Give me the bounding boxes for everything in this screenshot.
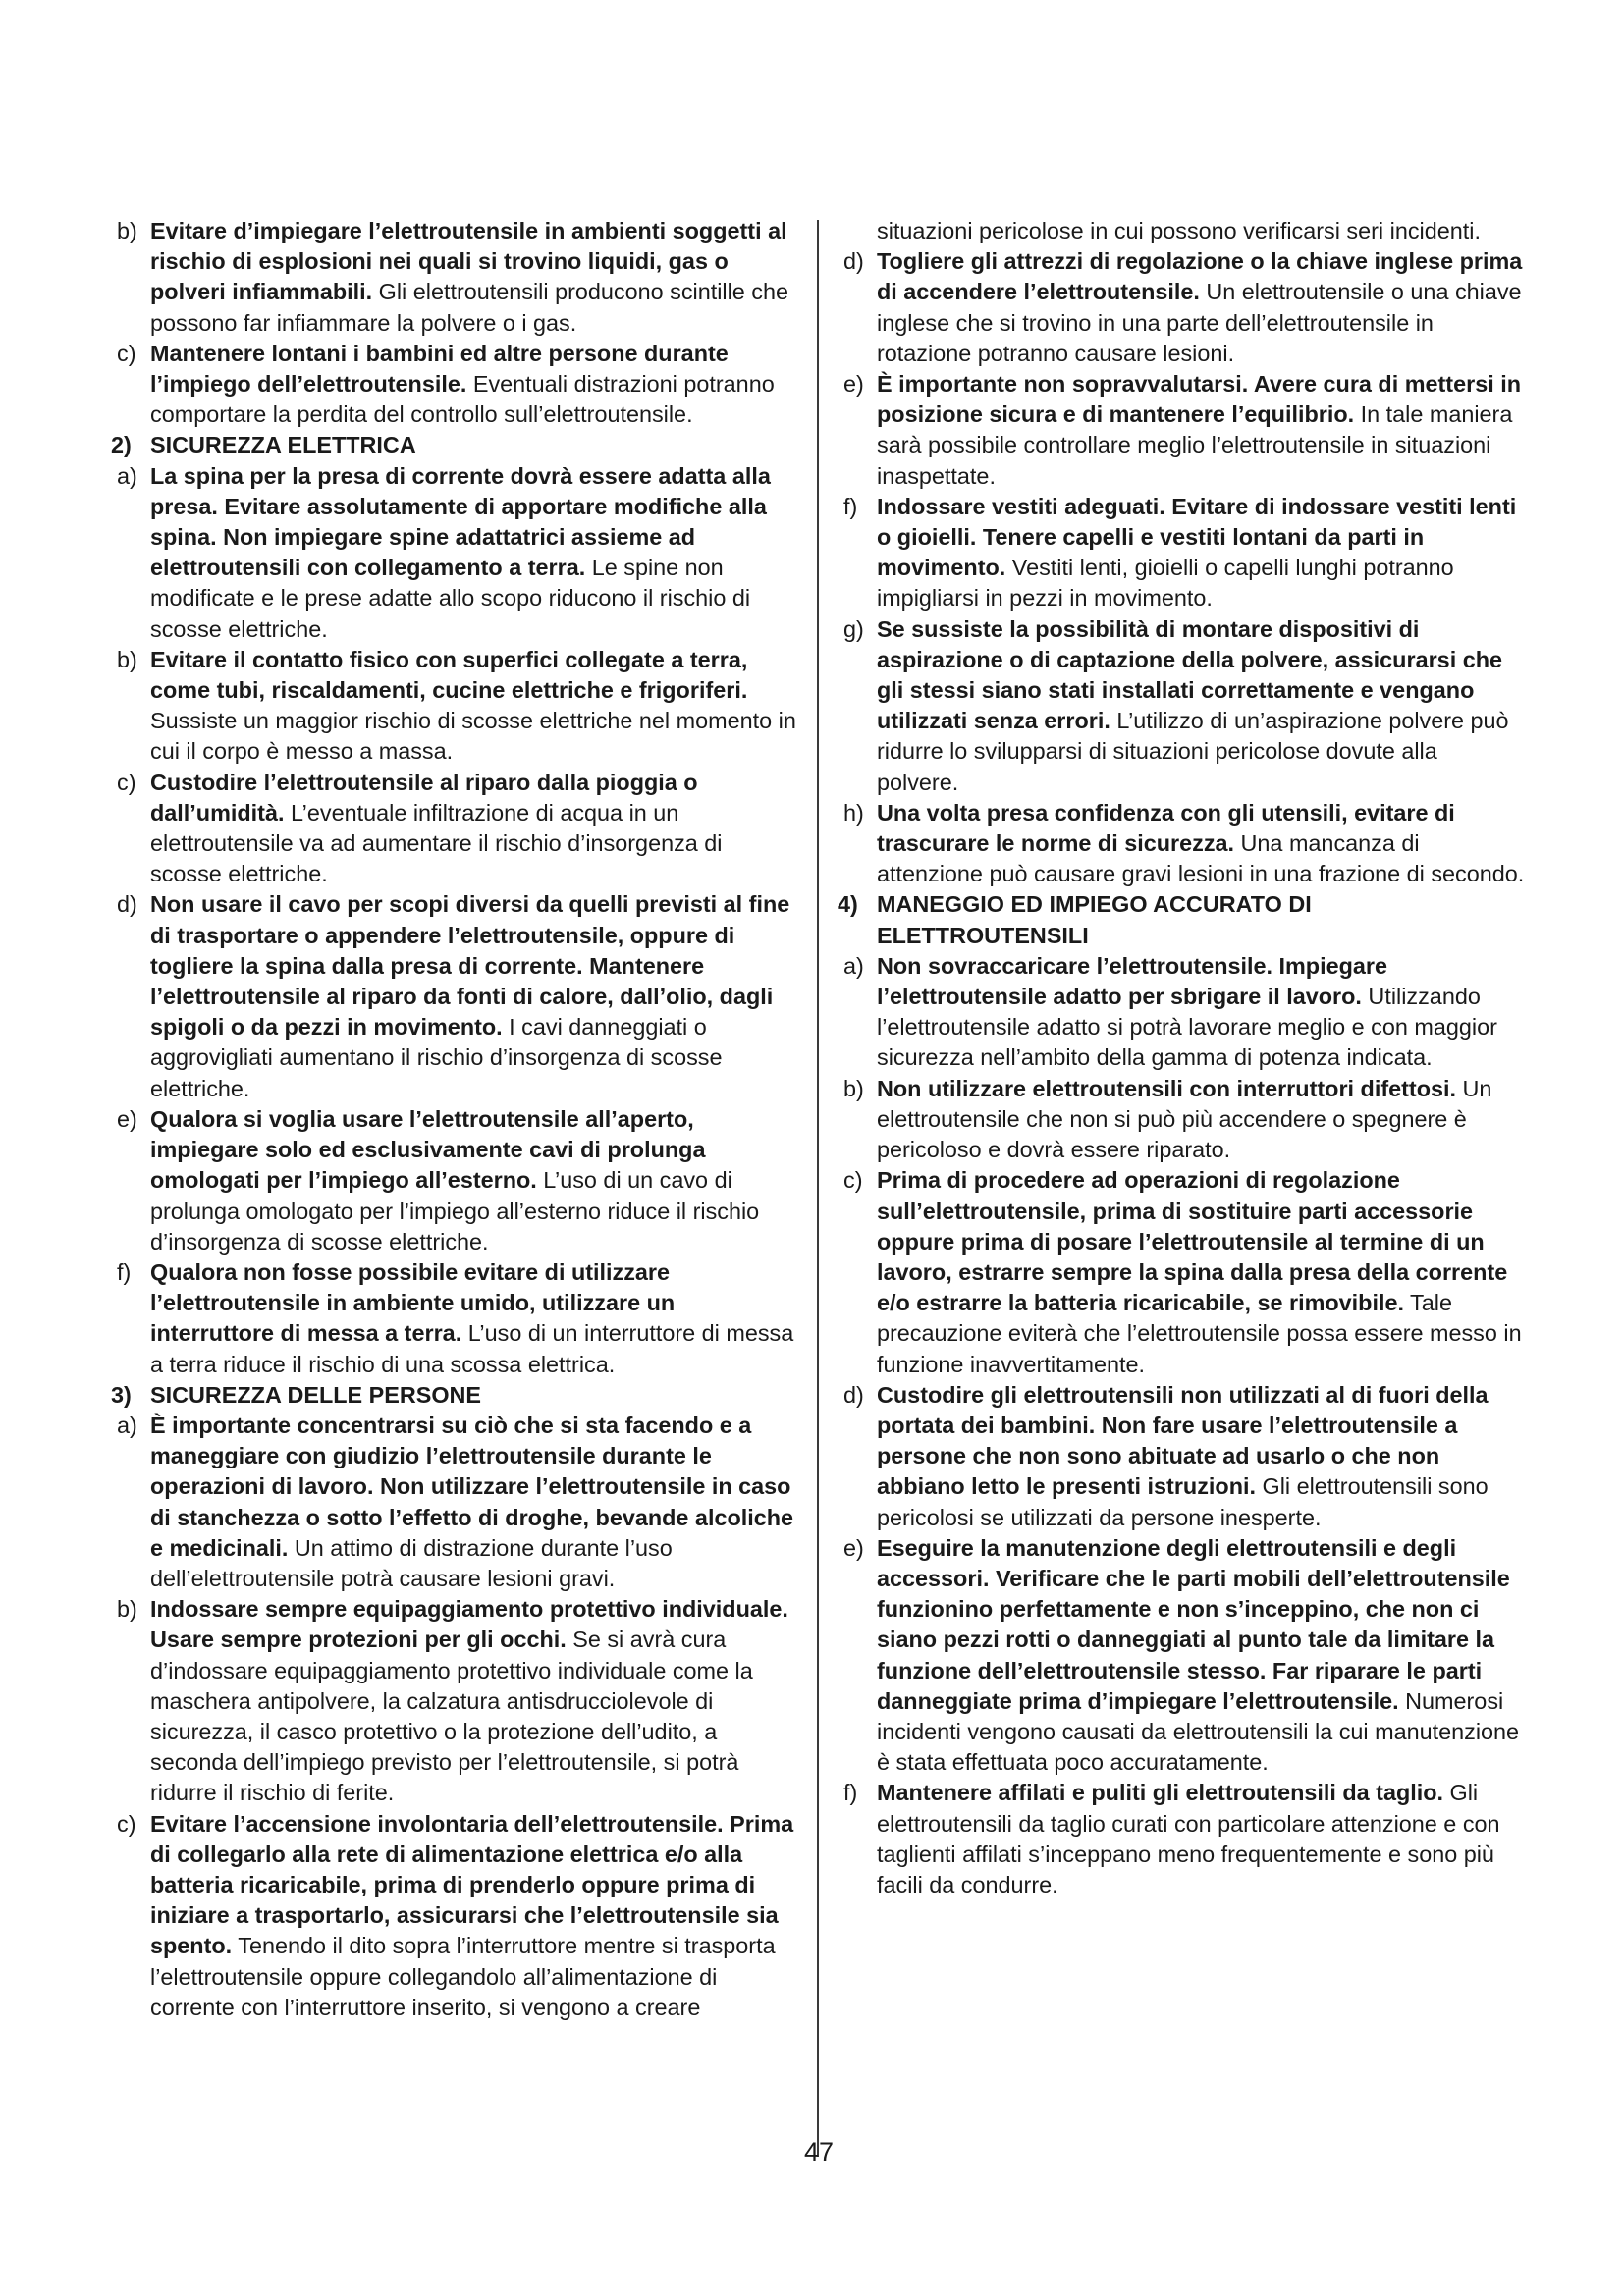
item-marker: g) (843, 615, 864, 642)
list-item (838, 1778, 1525, 1900)
item-heading: Una volta presa confidenza con gli utensili, evitare di trascurare le norme di sicurezza. (877, 799, 1455, 857)
item-marker: c) (117, 1810, 136, 1837)
item-marker: d) (843, 248, 864, 275)
item-text: L’uso di un cavo di prolunga omologato per l’impiego all’esterno riduce il rischio d’insorgenza di scosse elettriche. (150, 1167, 760, 1255)
list-item (838, 798, 1525, 890)
item-heading: Qualora si voglia usare l’elettroutensile all’aperto, impiegare solo ed esclusivamente cavi di prolunga omologati per l’impiego all’esterno. (150, 1105, 706, 1194)
list-item (838, 246, 1525, 369)
section-title: SICUREZZA DELLE PERSONE (150, 1381, 482, 1408)
section-heading-tool-use (838, 889, 1525, 950)
item-marker: h) (843, 799, 864, 826)
item-text: Sussiste un maggior rischio di scosse elettriche nel momento in cui il corpo è messo a massa. (150, 708, 796, 765)
item-marker: d) (117, 891, 137, 918)
item-marker: c) (117, 340, 136, 366)
list-item (838, 369, 1525, 492)
item-marker: e) (117, 1105, 137, 1132)
item-text: In tale maniera sarà possibile controllare meglio l’elettroutensile in situazioni inaspettate. (877, 401, 1513, 489)
item-text: Una mancanza di attenzione può causare gravi lesioni in una frazione di secondo. (877, 830, 1525, 887)
item-marker: b) (843, 1075, 864, 1101)
item-text: Se si avrà cura d’indossare equipaggiamento protettivo individuale come la maschera antipolvere, la calzatura antisdrucciolevole di sicurezza, il casco protettivo o la protezione dell’udito, a seconda dell’impiego previsto per l’elettroutensile, si potrà ridurre il rischio di ferite. (150, 1627, 753, 1806)
item-text: L’uso di un interruttore di messa a terra riduce il rischio di una scossa elettrica. (150, 1320, 794, 1377)
item-heading: Non utilizzare elettroutensili con interruttori difettosi. (877, 1075, 1456, 1101)
item-heading: Custodire l’elettroutensile al riparo dalla pioggia o dall’umidità. (150, 769, 698, 826)
item-marker: b) (117, 1596, 137, 1623)
list-item (111, 768, 796, 890)
item-marker: d) (843, 1381, 864, 1408)
item-marker: c) (117, 769, 136, 795)
list-item-continuation: situazioni pericolose in cui possono verificarsi seri incidenti. (877, 218, 1481, 243)
item-text: L’utilizzo di un’aspirazione polvere può ridurre lo svilupparsi di situazioni pericolose dovute alla polvere. (877, 708, 1509, 795)
item-marker: c) (843, 1167, 863, 1194)
section-number: 4) (838, 891, 858, 918)
item-marker: e) (843, 371, 864, 398)
item-text: Le spine non modificate e le prese adatte allo scopo riducono il rischio di scosse elettriche. (150, 555, 751, 642)
item-text: Tale precauzione eviterà che l’elettroutensile possa essere messo in funzione inavvertitamente. (877, 1290, 1522, 1377)
list-item (111, 1411, 796, 1594)
list-item (838, 492, 1525, 614)
section-number: 3) (111, 1381, 132, 1408)
section-number: 2) (111, 432, 132, 458)
section-heading-electrical-safety (111, 430, 796, 460)
item-heading: Evitare il contatto fisico con superfici collegate a terra, come tubi, riscaldamenti, cucine elettriche e frigoriferi. (150, 646, 748, 704)
item-marker: f) (843, 493, 858, 519)
list-item (838, 1074, 1525, 1166)
list-item (838, 614, 1525, 798)
item-heading: Qualora non fosse possibile evitare di utilizzare l’elettroutensile in ambiente umido, utilizzare un interruttore di messa a terra. (150, 1258, 676, 1347)
list-item (111, 216, 796, 339)
item-marker: b) (117, 646, 137, 672)
item-heading: È importante non sopravvalutarsi. Avere cura di mettersi in posizione sicura e di mantenere l’equilibrio. (877, 371, 1521, 428)
item-heading: Prima di procedere ad operazioni di regolazione sull’elettroutensile, prima di sostituire parti accessorie oppure prima di posare l’elettroutensile al termine di un lavoro, estrarre sempre la spina dalla presa della corrente e/o estrarre la batteria ricaricabile, se rimovibile. (877, 1167, 1508, 1316)
list-item (111, 1257, 796, 1380)
item-heading: Evitare d’impiegare l’elettroutensile in ambienti soggetti al rischio di esplosioni nei quali si trovino liquidi, gas o polveri infiammabili. (150, 218, 787, 305)
item-heading: Eseguire la manutenzione degli elettroutensili e degli accessori. Verificare che le parti mobili dell’elettroutensile funzionino perfettamente e non s’inceppino, che non ci siano pezzi rotti o danneggiati al punto tale da limitare la funzione dell’elettroutensile stesso. Far riparare le parti danneggiate prima d’impiegare l’elettroutensile. (877, 1534, 1510, 1714)
item-heading: Se sussiste la possibilità di montare dispositivi di aspirazione o di captazione della polvere, assicurarsi che gli stessi siano stati installati correttamente e vengano utilizzati senza errori. (877, 615, 1502, 734)
item-heading: Non usare il cavo per scopi diversi da quelli previsti al fine di trasportare o appendere l’elettroutensile, oppure di togliere la spina dalla presa di corrente. Mantenere l’elettroutensile al riparo da fonti di calore, dall’olio, dagli spigoli o da pezzi in movimento. (150, 891, 790, 1041)
item-text: I cavi danneggiati o aggrovigliati aumentano il rischio d’insorgenza di scosse elettriche. (150, 1014, 723, 1101)
item-marker: f) (843, 1780, 858, 1806)
item-text: L’eventuale infiltrazione di acqua in un elettroutensile va ad aumentare il rischio d’insorgenza di scosse elettriche. (150, 799, 723, 887)
section-title: MANEGGIO ED IMPIEGO ACCURATO DI ELETTROUTENSILI (877, 891, 1312, 948)
item-text: Eventuali distrazioni potranno comportare la perdita del controllo sull’elettroutensile. (150, 371, 775, 428)
item-heading: Togliere gli attrezzi di regolazione o la chiave inglese prima di accendere l’elettroutensile. (877, 248, 1523, 305)
item-heading: Mantenere lontani i bambini ed altre persone durante l’impiego dell’elettroutensile. (150, 340, 729, 398)
item-heading: Indossare vestiti adeguati. Evitare di indossare vestiti lenti o gioielli. Tenere capelli e vestiti lontani da parti in movimento. (877, 493, 1517, 581)
item-marker: f) (117, 1258, 132, 1285)
item-text: Tenendo il dito sopra l’interruttore mentre si trasporta l’elettroutensile oppure collegandolo all’alimentazione di corrente con l’interruttore inserito, si vengono a creare (150, 1933, 776, 2020)
item-text: Gli elettroutensili producono scintille che possono far infiammare la polvere o i gas. (150, 279, 789, 336)
page-number: 47 (803, 2137, 835, 2166)
item-heading: È importante concentrarsi su ciò che si sta facendo e a maneggiare con giudizio l’elettroutensile durante le operazioni di lavoro. Non utilizzare l’elettroutensile in caso di stanchezza o sotto l’effetto di droghe, bevande alcoliche e medicinali. (150, 1412, 794, 1561)
item-heading: Indossare sempre equipaggiamento protettivo individuale. Usare sempre protezioni per gli occhi. (150, 1596, 788, 1653)
list-item (111, 645, 796, 768)
item-marker: a) (117, 1412, 137, 1438)
item-text: Vestiti lenti, gioielli o capelli lunghi potranno impigliarsi in pezzi in movimento. (877, 555, 1454, 612)
list-item (838, 1533, 1525, 1779)
list-item (111, 461, 796, 645)
item-text: Un elettroutensile o una chiave inglese che si trovino in una parte dell’elettroutensile in rotazione potranno causare lesioni. (877, 279, 1522, 366)
section-title: SICUREZZA ELETTRICA (150, 432, 416, 458)
item-text: Gli elettroutensili sono pericolosi se utilizzati da persone inesperte. (877, 1473, 1489, 1530)
item-marker: b) (117, 218, 137, 243)
list-item (111, 339, 796, 431)
left-column (111, 216, 796, 2023)
list-item (111, 1104, 796, 1257)
item-heading: Evitare l’accensione involontaria dell’elettroutensile. Prima di collegarlo alla rete di alimentazione elettrica e/o alla batteria ricaricabile, prima di prenderlo oppure prima di iniziare a trasportarlo, assicurarsi che l’elettroutensile sia spento. (150, 1810, 794, 1959)
column-divider (817, 220, 819, 2157)
list-item (838, 951, 1525, 1074)
item-marker: e) (843, 1534, 864, 1561)
item-text: Un attimo di distrazione durante l’uso dell’elettroutensile potrà causare lesioni gravi. (150, 1534, 673, 1591)
list-item (838, 1165, 1525, 1379)
item-heading: Mantenere affilati e puliti gli elettroutensili da taglio. (877, 1780, 1444, 1806)
item-marker: a) (117, 462, 137, 489)
section-heading-personal-safety (111, 1380, 796, 1411)
list-item (111, 889, 796, 1103)
right-column (838, 216, 1525, 1900)
item-heading: Custodire gli elettroutensili non utilizzati al di fuori della portata dei bambini. Non fare usare l’elettroutensile a persone che non sono abituate ad usarlo o che non abbiano letto le presenti istruzioni. (877, 1381, 1489, 1500)
item-heading: La spina per la presa di corrente dovrà essere adatta alla presa. Evitare assolutamente di apportare modifiche alla spina. Non impiegare spine adattatrici assieme ad elettroutensili con collegamento a terra. (150, 462, 771, 581)
item-text: Gli elettroutensili da taglio curati con particolare attenzione e con taglienti affilati s’inceppano meno frequentemente e sono più facili da condurre. (877, 1780, 1500, 1897)
list-item (838, 1380, 1525, 1533)
item-text: Utilizzando l’elettroutensile adatto si potrà lavorare meglio e con maggior sicurezza nell’ambito della gamma di potenza indicata. (877, 984, 1497, 1071)
list-item (111, 1594, 796, 1808)
item-marker: a) (843, 952, 864, 979)
item-text: Numerosi incidenti vengono causati da elettroutensili la cui manutenzione è stata effettuata poco accuratamente. (877, 1687, 1520, 1776)
item-text: Un elettroutensile che non si può più accendere o spegnere è pericoloso e dovrà essere riparato. (877, 1075, 1492, 1163)
item-heading: Non sovraccaricare l’elettroutensile. Impiegare l’elettroutensile adatto per sbrigare il lavoro. (877, 952, 1388, 1010)
list-item (111, 1809, 796, 2023)
